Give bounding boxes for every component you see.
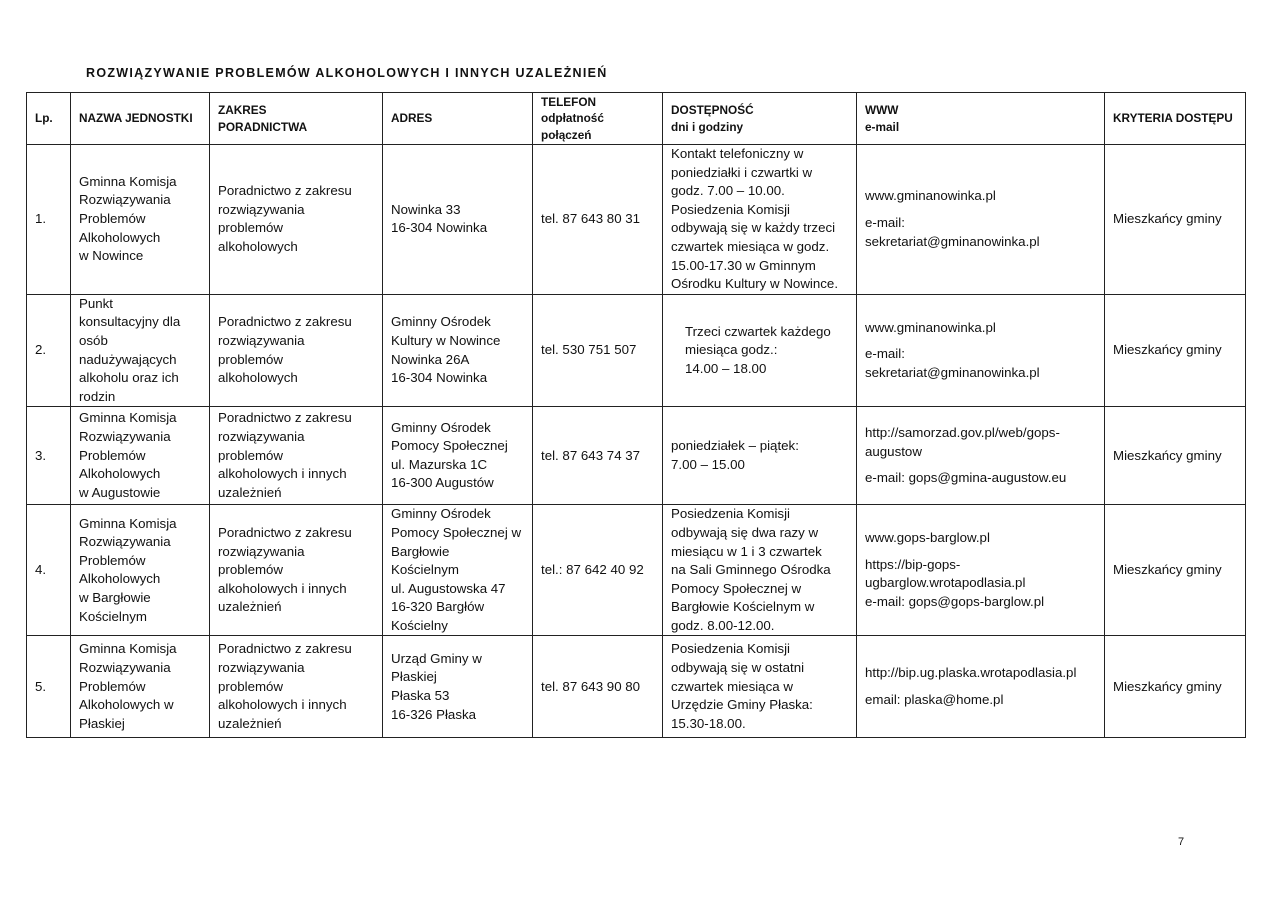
header-line: połączeń: [541, 127, 592, 142]
cell-phone: [533, 294, 663, 407]
cell-availability-line: odbywają się w ostatni: [671, 660, 805, 676]
header-unit-name: [71, 93, 210, 145]
cell-counseling-scope-line: uzależnień: [218, 484, 282, 500]
cell-lp: [27, 145, 71, 295]
cell-access-criteria-text: Mieszkańcy gminy: [1113, 342, 1222, 358]
cell-unit-name-line: Alkoholowych w: [79, 697, 174, 713]
cell-unit-name-line: alkoholu oraz ich: [79, 370, 179, 386]
cell-phone: [533, 407, 663, 505]
cell-phone-text: tel. 87 643 90 80: [541, 678, 641, 694]
header-line: ADRES: [391, 111, 433, 126]
website-link[interactable]: http://samorzad.gov.pl/web/gops-: [865, 424, 1060, 440]
header-line: DOSTĘPNOŚĆ: [671, 103, 754, 117]
cell-availability: [663, 505, 857, 636]
cell-phone: [533, 636, 663, 738]
cell-availability-line: poniedziałki i czwartki w: [671, 164, 813, 180]
header-availability: [663, 93, 857, 145]
cell-unit-name-line: Rozwiązywania: [79, 660, 171, 676]
cell-unit-name-line: Problemów: [79, 211, 146, 227]
cell-unit-name-line: osób: [79, 332, 108, 348]
cell-counseling-scope-line: problemów: [218, 678, 284, 694]
cell-availability-line: Posiedzenia Komisji: [671, 201, 790, 217]
cell-availability-line: Trzeci czwartek każdego: [685, 323, 831, 339]
cell-lp-text: 1.: [35, 211, 47, 227]
cell-unit-name-line: Alkoholowych: [79, 466, 161, 482]
email-link[interactable]: email: plaska@home.pl: [865, 691, 1004, 707]
cell-address-line: Płaska 53: [391, 687, 450, 703]
cell-availability-line: Posiedzenia Komisji: [671, 641, 790, 657]
cell-unit-name-line: Kościelnym: [79, 608, 147, 624]
cell-phone-text: tel. 530 751 507: [541, 342, 637, 358]
cell-availability-line: na Sali Gminnego Ośrodka: [671, 562, 831, 578]
cell-counseling-scope-line: alkoholowych i innych: [218, 697, 347, 713]
cell-lp: [27, 294, 71, 407]
email-link[interactable]: e-mail: gops@gmina-augustow.eu: [865, 470, 1067, 486]
cell-unit-name-line: w Augustowie: [79, 484, 161, 500]
cell-www-email: [857, 407, 1105, 505]
email-link[interactable]: ugbarglow.wrotapodlasia.pl: [865, 575, 1026, 591]
header-line: ZAKRES: [218, 103, 267, 117]
cell-unit-name-line: Alkoholowych: [79, 571, 161, 587]
cell-address-line: Kultury w Nowince: [391, 332, 501, 348]
cell-www-email: [857, 505, 1105, 636]
cell-access-criteria-text: Mieszkańcy gminy: [1113, 562, 1222, 578]
cell-phone: [533, 145, 663, 295]
cell-unit-name: [71, 407, 210, 505]
cell-address-line: Gminny Ośrodek: [391, 506, 491, 522]
cell-availability: [663, 636, 857, 738]
cell-unit-name: [71, 294, 210, 407]
cell-availability-line: odbywają się dwa razy w: [671, 524, 819, 540]
cell-address-line: Bargłowie: [391, 543, 450, 559]
email-link[interactable]: sekretariat@gminanowinka.pl: [865, 233, 1040, 249]
cell-phone-text: tel.: 87 642 40 92: [541, 562, 644, 578]
cell-unit-name-line: Gminna Komisja: [79, 641, 177, 657]
cell-counseling-scope-line: problemów: [218, 220, 284, 236]
cell-availability-line: 14.00 – 18.00: [685, 360, 767, 376]
cell-lp: [27, 407, 71, 505]
cell-counseling-scope-line: Poradnictwo z zakresu: [218, 183, 352, 199]
cell-address: [383, 294, 533, 407]
cell-unit-name-line: Rozwiązywania: [79, 534, 171, 550]
cell-access-criteria: [1105, 636, 1246, 738]
cell-address-line: Pomocy Społecznej w: [391, 524, 522, 540]
cell-counseling-scope: [210, 294, 383, 407]
cell-availability-line: Pomocy Społecznej w: [671, 580, 802, 596]
website-link[interactable]: http://bip.ug.plaska.wrotapodlasia.pl: [865, 665, 1077, 681]
cell-address-line: Kościelny: [391, 617, 448, 633]
header-line: Lp.: [35, 111, 53, 126]
cell-availability-line: Urzędzie Gminy Płaska:: [671, 697, 813, 713]
cell-counseling-scope: [210, 636, 383, 738]
cell-access-criteria-text: Mieszkańcy gminy: [1113, 211, 1222, 227]
header-line: NAZWA JEDNOSTKI: [79, 111, 193, 126]
cell-unit-name-line: w Nowince: [79, 248, 144, 264]
cell-access-criteria-text: Mieszkańcy gminy: [1113, 678, 1222, 694]
cell-counseling-scope-line: alkoholowych: [218, 370, 298, 386]
cell-unit-name-line: w Bargłowie: [79, 589, 151, 605]
cell-unit-name: [71, 505, 210, 636]
email-link[interactable]: https://bip-gops-: [865, 556, 961, 572]
cell-address: [383, 145, 533, 295]
cell-address-line: 16-304 Nowinka: [391, 220, 488, 236]
cell-phone: [533, 505, 663, 636]
cell-unit-name-line: Płaskiej: [79, 715, 125, 731]
cell-unit-name-line: Problemów: [79, 678, 146, 694]
cell-address-line: 16-304 Nowinka: [391, 370, 488, 386]
header-phone: [533, 93, 663, 145]
cell-lp-text: 3.: [35, 447, 47, 463]
cell-availability-line: czwartek miesiąca w: [671, 678, 793, 694]
cell-availability-line: miesiąca godz.:: [685, 342, 778, 358]
cell-counseling-scope-line: alkoholowych i innych: [218, 580, 347, 596]
cell-phone-text: tel. 87 643 74 37: [541, 447, 641, 463]
cell-address: [383, 505, 533, 636]
cell-unit-name-line: Rozwiązywania: [79, 192, 171, 208]
cell-availability-line: 7.00 – 15.00: [671, 456, 745, 472]
cell-counseling-scope-line: Poradnictwo z zakresu: [218, 314, 352, 330]
cell-unit-name-line: Alkoholowych: [79, 229, 161, 245]
cell-counseling-scope: [210, 505, 383, 636]
cell-www-email: [857, 294, 1105, 407]
cell-access-criteria-text: Mieszkańcy gminy: [1113, 447, 1222, 463]
cell-counseling-scope-line: alkoholowych: [218, 238, 298, 254]
cell-availability-line: odbywają się w każdy trzeci: [671, 220, 836, 236]
cell-unit-name-line: Gminna Komisja: [79, 410, 177, 426]
cell-availability-line: godz. 7.00 – 10.00.: [671, 183, 785, 199]
cell-counseling-scope-line: Poradnictwo z zakresu: [218, 641, 352, 657]
cell-lp-text: 2.: [35, 342, 47, 358]
cell-counseling-scope-line: rozwiązywania: [218, 543, 305, 559]
table-row: [27, 294, 1246, 407]
table-header-row: [27, 93, 1246, 145]
cell-unit-name: [71, 145, 210, 295]
cell-counseling-scope-line: problemów: [218, 562, 284, 578]
cell-address-line: Gminny Ośrodek: [391, 314, 491, 330]
website-link[interactable]: augustow: [865, 443, 922, 459]
table-row: [27, 636, 1246, 738]
cell-availability-line: miesiącu w 1 i 3 czwartek: [671, 543, 822, 559]
cell-access-criteria: [1105, 294, 1246, 407]
header-counseling-scope: [210, 93, 383, 145]
cell-lp: [27, 505, 71, 636]
cell-availability: [663, 407, 857, 505]
cell-availability-line: 15.30-18.00.: [671, 715, 746, 731]
email-link[interactable]: e-mail:: [865, 346, 905, 362]
header-access-criteria: [1105, 93, 1246, 145]
cell-address-line: ul. Augustowska 47: [391, 580, 506, 596]
cell-counseling-scope-line: Poradnictwo z zakresu: [218, 524, 352, 540]
cell-www-email: [857, 145, 1105, 295]
cell-unit-name-line: Problemów: [79, 552, 146, 568]
cell-counseling-scope-line: uzależnień: [218, 599, 282, 615]
cell-counseling-scope-line: rozwiązywania: [218, 201, 305, 217]
header-line: TELEFON: [541, 94, 597, 109]
header-line: WWW: [865, 103, 899, 117]
document-title: ROZWIĄZYWANIE PROBLEMÓW ALKOHOLOWYCH I INNYCH UZALEŻNIEŃ: [86, 66, 608, 80]
header-line: KRYTERIA DOSTĘPU: [1113, 111, 1233, 126]
cell-availability-line: Kontakt telefoniczny w: [671, 146, 804, 161]
cell-unit-name-line: rodzin: [79, 388, 116, 404]
cell-address-line: 16-320 Bargłów: [391, 599, 485, 615]
cell-unit-name-line: konsultacyjny dla: [79, 314, 181, 330]
cell-counseling-scope-line: problemów: [218, 351, 284, 367]
cell-address-line: Urząd Gminy w: [391, 650, 482, 666]
cell-address: [383, 636, 533, 738]
cell-address-line: 16-300 Augustów: [391, 475, 494, 491]
cell-address-line: Nowinka 33: [391, 201, 461, 217]
email-link[interactable]: e-mail: gops@gops-barglow.pl: [865, 593, 1045, 609]
cell-access-criteria: [1105, 407, 1246, 505]
website-link[interactable]: www.gminanowinka.pl: [865, 319, 996, 335]
cell-unit-name: [71, 636, 210, 738]
cell-lp: [27, 636, 71, 738]
cell-unit-name-line: Rozwiązywania: [79, 428, 171, 444]
email-link[interactable]: e-mail:: [865, 215, 905, 231]
header-line: dni i godziny: [671, 119, 744, 134]
cell-counseling-scope-line: rozwiązywania: [218, 332, 305, 348]
header-www-email: [857, 93, 1105, 145]
cell-access-criteria: [1105, 505, 1246, 636]
cell-unit-name-line: Problemów: [79, 447, 146, 463]
cell-availability: [663, 145, 857, 295]
cell-lp-text: 4.: [35, 562, 47, 578]
page-number: 7: [1178, 836, 1185, 848]
cell-address-line: Nowinka 26A: [391, 351, 470, 367]
cell-www-email: [857, 636, 1105, 738]
header-line: odpłatność: [541, 111, 604, 126]
table-row: [27, 407, 1246, 505]
cell-counseling-scope: [210, 145, 383, 295]
header-address: [383, 93, 533, 145]
cell-availability-line: poniedziałek – piątek:: [671, 438, 799, 454]
cell-address-line: Gminny Ośrodek: [391, 419, 491, 435]
website-link[interactable]: www.gminanowinka.pl: [865, 188, 996, 204]
cell-lp-text: 5.: [35, 678, 47, 694]
cell-unit-name-line: Gminna Komisja: [79, 173, 177, 189]
email-link[interactable]: sekretariat@gminanowinka.pl: [865, 364, 1040, 380]
cell-phone-text: tel. 87 643 80 31: [541, 211, 641, 227]
cell-address-line: Kościelnym: [391, 562, 459, 578]
cell-availability-line: Ośrodku Kultury w Nowince.: [671, 276, 839, 292]
cell-unit-name-line: Gminna Komisja: [79, 515, 177, 531]
cell-address-line: Pomocy Społecznej: [391, 438, 508, 454]
cell-availability-line: godz. 8.00-12.00.: [671, 617, 775, 633]
cell-access-criteria: [1105, 145, 1246, 295]
counseling-table: [26, 92, 1246, 738]
header-lp: [27, 93, 71, 145]
table-row: [27, 505, 1246, 636]
cell-counseling-scope-line: uzależnień: [218, 715, 282, 731]
table-row: [27, 145, 1246, 295]
cell-counseling-scope-line: rozwiązywania: [218, 428, 305, 444]
website-link[interactable]: www.gops-barglow.pl: [865, 530, 990, 546]
cell-counseling-scope: [210, 407, 383, 505]
cell-counseling-scope-line: alkoholowych i innych: [218, 466, 347, 482]
cell-availability-line: Posiedzenia Komisji: [671, 506, 790, 522]
cell-unit-name-line: nadużywających: [79, 351, 177, 367]
cell-address: [383, 407, 533, 505]
cell-address-line: 16-326 Płaska: [391, 706, 477, 722]
cell-unit-name-line: Punkt: [79, 295, 114, 311]
cell-availability-line: Bargłowie Kościelnym w: [671, 599, 815, 615]
cell-address-line: ul. Mazurska 1C: [391, 456, 488, 472]
header-line: PORADNICTWA: [218, 119, 308, 134]
cell-availability-line: 15.00-17.30 w Gminnym: [671, 257, 816, 273]
cell-availability: [663, 294, 857, 407]
cell-address-line: Płaskiej: [391, 669, 437, 685]
cell-counseling-scope-line: Poradnictwo z zakresu: [218, 410, 352, 426]
cell-availability-line: czwartek miesiąca w godz.: [671, 238, 830, 254]
cell-counseling-scope-line: rozwiązywania: [218, 660, 305, 676]
cell-counseling-scope-line: problemów: [218, 447, 284, 463]
header-line: e-mail: [865, 119, 900, 134]
